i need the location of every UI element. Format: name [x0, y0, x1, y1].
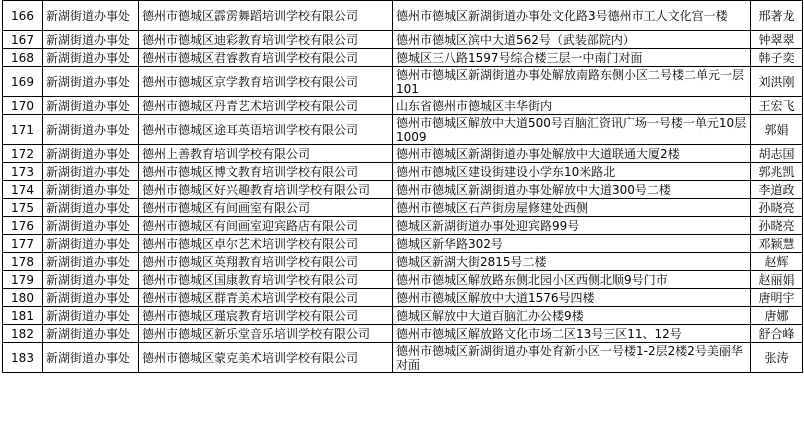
person-cell: 郭兆凯	[751, 163, 803, 181]
person-cell: 赵丽娟	[751, 271, 803, 289]
organization-cell: 德州市德城区有间画室迎宾路店有限公司	[139, 217, 393, 235]
organization-cell: 德州市德城区国康教育培训学校有限公司	[139, 271, 393, 289]
table-row	[3, 271, 803, 289]
person-cell: 唐娜	[751, 307, 803, 325]
organization-cell: 德州市德城区途耳英语培训学校有限公司	[139, 115, 393, 145]
row-number: 175	[3, 199, 43, 217]
office-cell: 新湖街道办事处	[43, 49, 139, 67]
row-number: 167	[3, 31, 43, 49]
address-cell: 德州市德城区解放路东侧北园小区西侧北顺9号门市	[393, 271, 751, 289]
address-cell: 德城区新湖街道办事处迎宾路99号	[393, 217, 751, 235]
address-cell: 德州市德城区滨中大道562号（武装部院内）	[393, 31, 751, 49]
organization-cell: 德州市德城区京学教育培训学校有限公司	[139, 67, 393, 97]
office-cell: 新湖街道办事处	[43, 145, 139, 163]
person-cell: 张涛	[751, 343, 803, 373]
person-cell: 孙晓亮	[751, 199, 803, 217]
person-cell: 韩子奕	[751, 49, 803, 67]
organization-cell: 德州市德城区博文教育培训学校有限公司	[139, 163, 393, 181]
table-row	[3, 289, 803, 307]
table-row	[3, 1, 803, 31]
row-number: 169	[3, 67, 43, 97]
address-cell: 德州市德城区解放中大道1576号四楼	[393, 289, 751, 307]
person-cell: 郭娟	[751, 115, 803, 145]
row-number: 178	[3, 253, 43, 271]
office-cell: 新湖街道办事处	[43, 271, 139, 289]
row-number: 171	[3, 115, 43, 145]
address-cell: 德州市德城区石芦街房屋修建处西侧	[393, 199, 751, 217]
office-cell: 新湖街道办事处	[43, 115, 139, 145]
row-number: 176	[3, 217, 43, 235]
row-number: 168	[3, 49, 43, 67]
person-cell: 李道政	[751, 181, 803, 199]
table-row	[3, 145, 803, 163]
person-cell: 邓颖慧	[751, 235, 803, 253]
office-cell: 新湖街道办事处	[43, 343, 139, 373]
office-cell: 新湖街道办事处	[43, 163, 139, 181]
address-cell: 德州市德城区新湖街道办事处解放中大道300号二楼	[393, 181, 751, 199]
table-row	[3, 325, 803, 343]
organization-cell: 德州市德城区有间画室有限公司	[139, 199, 393, 217]
office-cell: 新湖街道办事处	[43, 1, 139, 31]
organization-cell: 德州市德城区新乐堂音乐培训学校有限公司	[139, 325, 393, 343]
row-number: 172	[3, 145, 43, 163]
office-cell: 新湖街道办事处	[43, 31, 139, 49]
address-cell: 德州市德城区新湖街道办事处育新小区一号楼1-2层2楼2号美丽华对面	[393, 343, 751, 373]
address-cell: 山东省德州市德城区丰华街内	[393, 97, 751, 115]
office-cell: 新湖街道办事处	[43, 217, 139, 235]
address-cell: 德州市德城区建设街建设小学东10米路北	[393, 163, 751, 181]
organization-cell: 德州市德城区迪彩教育培训学校有限公司	[139, 31, 393, 49]
office-cell: 新湖街道办事处	[43, 181, 139, 199]
office-cell: 新湖街道办事处	[43, 199, 139, 217]
row-number: 177	[3, 235, 43, 253]
organization-cell: 德州市德城区丹青艺术培训学校有限公司	[139, 97, 393, 115]
table-row	[3, 307, 803, 325]
person-cell: 唐明宇	[751, 289, 803, 307]
organization-cell: 德州市德城区群青美术培训学校有限公司	[139, 289, 393, 307]
address-cell: 德城区三八路1597号综合楼三层一中南门对面	[393, 49, 751, 67]
row-number: 166	[3, 1, 43, 31]
organization-cell: 德州市德城区瑾宸教育培训学校有限公司	[139, 307, 393, 325]
address-cell: 德州市德城区新湖街道办事处解放中大道联通大厦2楼	[393, 145, 751, 163]
office-cell: 新湖街道办事处	[43, 97, 139, 115]
row-number: 180	[3, 289, 43, 307]
row-number: 179	[3, 271, 43, 289]
address-cell: 德州市德城区解放路文化市场二区13号三区11、12号	[393, 325, 751, 343]
address-cell: 德城区新华路302号	[393, 235, 751, 253]
table-row	[3, 49, 803, 67]
table-row	[3, 115, 803, 145]
person-cell: 孙晓亮	[751, 217, 803, 235]
row-number: 182	[3, 325, 43, 343]
registry-table	[2, 0, 803, 373]
person-cell: 钟翠翠	[751, 31, 803, 49]
office-cell: 新湖街道办事处	[43, 307, 139, 325]
address-cell: 德州市德城区新湖街道办事处解放南路东侧小区二号楼二单元一层101	[393, 67, 751, 97]
organization-cell: 德州市德城区英翔教育培训学校有限公司	[139, 253, 393, 271]
organization-cell: 德州市德城区好兴趣教育培训学校有限公司	[139, 181, 393, 199]
table-row	[3, 199, 803, 217]
person-cell: 舒合峰	[751, 325, 803, 343]
table-row	[3, 181, 803, 199]
organization-cell: 德州市德城区君睿教育培训学校有限公司	[139, 49, 393, 67]
office-cell: 新湖街道办事处	[43, 325, 139, 343]
table-row	[3, 163, 803, 181]
office-cell: 新湖街道办事处	[43, 235, 139, 253]
organization-cell: 德州上善教育培训学校有限公司	[139, 145, 393, 163]
registry-table-body	[3, 1, 803, 373]
person-cell: 胡志国	[751, 145, 803, 163]
table-row	[3, 97, 803, 115]
person-cell: 刘洪刚	[751, 67, 803, 97]
table-row	[3, 253, 803, 271]
address-cell: 德城区新湖大街2815号二楼	[393, 253, 751, 271]
organization-cell: 德州市德城区蒙克美术培训学校有限公司	[139, 343, 393, 373]
person-cell: 邢著龙	[751, 1, 803, 31]
organization-cell: 德州市德城区霹雳舞蹈培训学校有限公司	[139, 1, 393, 31]
office-cell: 新湖街道办事处	[43, 289, 139, 307]
office-cell: 新湖街道办事处	[43, 67, 139, 97]
table-row	[3, 343, 803, 373]
office-cell: 新湖街道办事处	[43, 253, 139, 271]
address-cell: 德州市德城区新湖街道办事处文化路3号德州市工人文化宫一楼	[393, 1, 751, 31]
row-number: 183	[3, 343, 43, 373]
row-number: 174	[3, 181, 43, 199]
row-number: 181	[3, 307, 43, 325]
table-row	[3, 235, 803, 253]
table-row	[3, 67, 803, 97]
address-cell: 德州市德城区解放中大道500号百脑汇资讯广场一号楼一单元10层1009	[393, 115, 751, 145]
table-row	[3, 31, 803, 49]
row-number: 170	[3, 97, 43, 115]
row-number: 173	[3, 163, 43, 181]
organization-cell: 德州市德城区卓尔艺术培训学校有限公司	[139, 235, 393, 253]
person-cell: 赵辉	[751, 253, 803, 271]
person-cell: 王宏飞	[751, 97, 803, 115]
address-cell: 德城区解放中大道百脑汇办公楼9楼	[393, 307, 751, 325]
table-row	[3, 217, 803, 235]
